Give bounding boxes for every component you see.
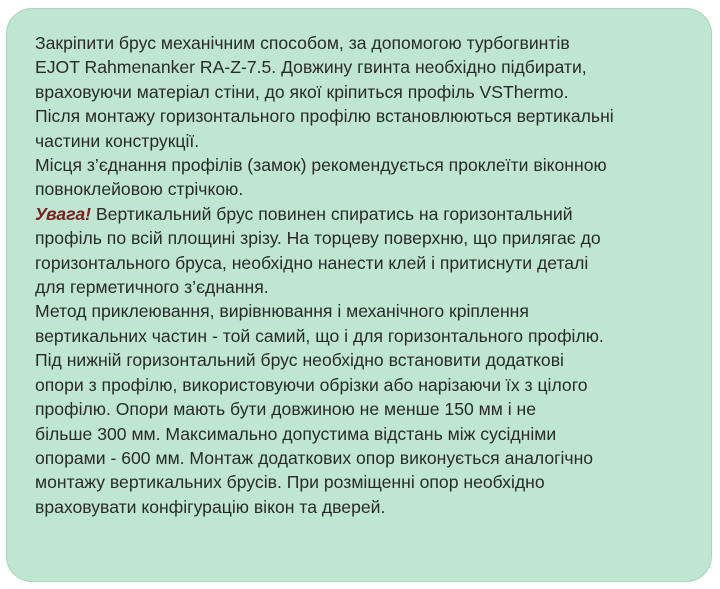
text-line: для герметичного з’єднання. [35, 277, 269, 298]
text-line: враховувати конфігурацію вікон та дверей. [35, 496, 386, 517]
text-line: Місця з’єднання профілів (замок) рекомендується проклеїти віконною [35, 155, 607, 176]
text-line: враховуючи матеріал стіни, до якої кріпиться профіль VSThermo. [35, 81, 569, 102]
instruction-panel [6, 8, 712, 582]
warning-text: Вертикальний брус повинен спиратись на горизонтальний [91, 203, 573, 224]
warning-label: Увага! [35, 203, 92, 224]
text-line: частини конструкції. [35, 130, 200, 151]
text-line: вертикальних частин - той самий, що і для горизонтального профілю. [35, 325, 604, 346]
text-line: профілю. Опори мають бути довжиною не менше 150 мм і не [35, 399, 537, 420]
text-line [35, 202, 705, 226]
text-line: монтажу вертикальних брусів. При розміщенні опор необхідно [35, 472, 545, 493]
text-line: опори з профілю, використовуючи обрізки або нарізаючи їх з цілого [35, 374, 588, 395]
instruction-text [35, 31, 705, 519]
text-line: EJOT Rahmenanker RA-Z-7.5. Довжину гвинта необхідно підбирати, [35, 57, 587, 78]
text-line: Після монтажу горизонтального профілю встановлюються вертикальні [35, 106, 614, 127]
text-line: профіль по всій площині зрізу. На торцеву поверхню, що прилягає до [35, 228, 601, 249]
text-line: Закріпити брус механічним способом, за допомогою турбогвинтів [35, 33, 570, 53]
text-line: більше 300 мм. Максимально допустима відстань між сусідніми [35, 423, 557, 444]
text-line: Під нижній горизонтальний брус необхідно встановити додаткові [35, 350, 564, 371]
text-line: горизонтального бруса, необхідно нанести клей і притиснути деталі [35, 252, 589, 273]
text-line: Метод приклеювання, вирівнювання і механічного кріплення [35, 301, 529, 322]
text-line: повноклейовою стрічкою. [35, 179, 244, 200]
text-line: опорами - 600 мм. Монтаж додаткових опор виконується аналогічно [35, 447, 594, 468]
